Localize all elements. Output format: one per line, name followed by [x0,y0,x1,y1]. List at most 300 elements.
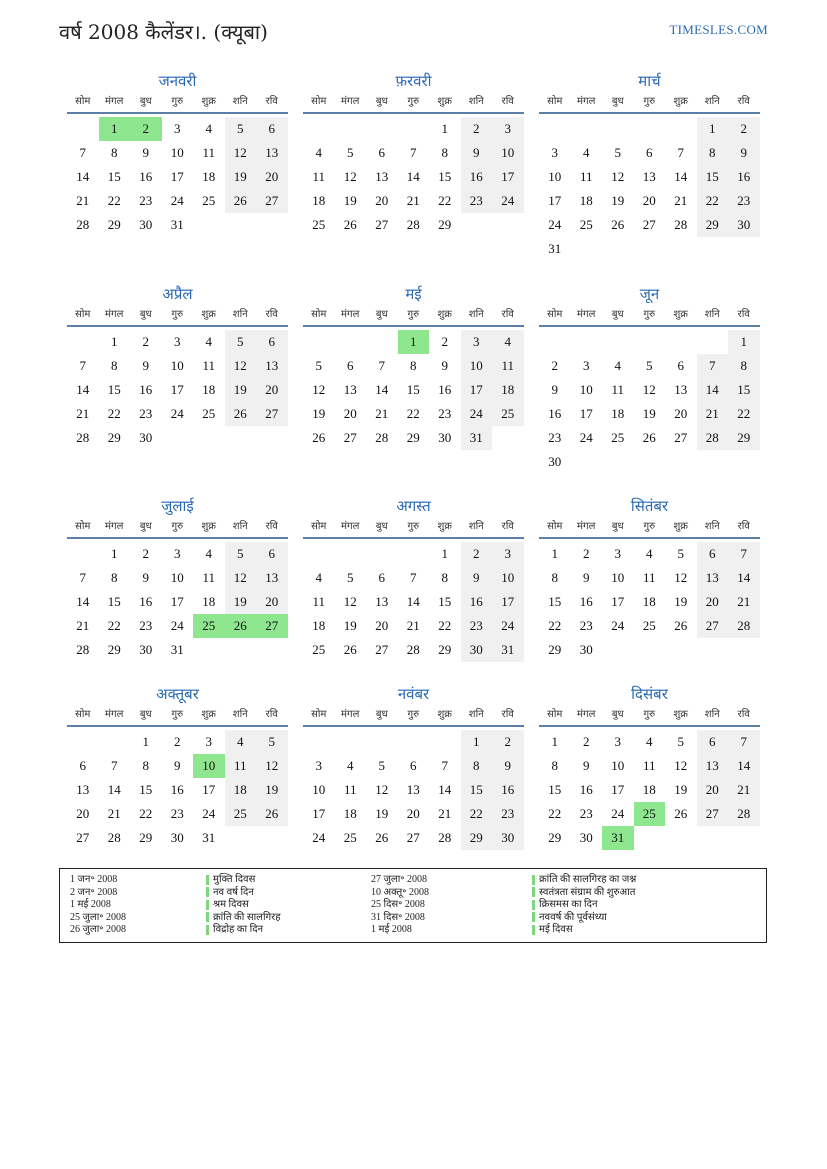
day-cell: 2 [583,546,590,561]
day-cell: 4 [347,758,354,773]
weekday-label: सोम [75,309,91,320]
day-cell: 4 [646,734,653,749]
day-cell: 12 [312,382,326,397]
day-cell: 5 [256,730,288,754]
day-cell: 14 [76,594,90,609]
empty-cell [303,117,335,141]
weekday-label: मंगल [577,521,596,532]
weekday-label: रवि [737,309,750,320]
holiday-day-cell: 27 [256,614,288,638]
day-cell: 1 [697,117,729,141]
day-cell: 22 [438,618,452,633]
day-cell: 9 [174,758,181,773]
legend-date: 27 जुला॰ 2008 [371,874,428,885]
holiday-day-cell: 25 [634,802,666,826]
day-cell: 25 [611,430,625,445]
holiday-marker [532,925,535,935]
weekday-label: सोम [311,309,327,320]
day-cell: 28 [76,430,90,445]
day-cell: 18 [343,806,357,821]
day-cell: 18 [611,406,625,421]
day-cell: 5 [677,734,684,749]
day-cell: 1 [441,121,448,136]
weekday-label: शनि [232,709,248,720]
day-cell: 6 [646,145,653,160]
day-cell: 23 [728,189,760,213]
month-block [303,683,524,850]
weekday-label: रवि [501,709,514,720]
day-cell: 2 [551,358,558,373]
day-cell: 15 [107,382,121,397]
legend-holiday-name: क्रांति की सालगिरह [213,911,281,923]
month-name: जनवरी [158,72,197,90]
weekday-label: शनि [468,309,484,320]
day-cell: 6 [347,358,354,373]
weekday-header [67,705,288,727]
holiday-day-cell: 26 [225,614,257,638]
day-cell: 19 [225,165,257,189]
day-grid [67,730,288,850]
day-cell: 13 [642,169,656,184]
weekday-label: शनि [468,709,484,720]
empty-cell [303,330,335,354]
month-name: नवंबर [397,685,430,703]
day-cell: 3 [174,546,181,561]
day-cell: 11 [343,782,357,797]
day-cell: 18 [312,618,326,633]
weekday-label: शुक्र [437,96,452,107]
day-cell: 20 [343,406,357,421]
day-cell: 15 [697,165,729,189]
weekday-label: गुरु [171,709,184,720]
weekday-label: शनि [232,521,248,532]
day-cell: 24 [492,614,524,638]
weekday-label: गुरु [171,96,184,107]
day-cell: 30 [728,213,760,237]
day-cell: 5 [646,358,653,373]
holiday-day-cell: 1 [99,117,131,141]
day-cell: 17 [492,590,524,614]
weekday-header [539,517,760,539]
day-cell: 18 [225,778,257,802]
weekday-header [67,305,288,327]
month-name: अप्रैल [162,285,193,303]
day-cell: 23 [461,189,493,213]
weekday-label: रवि [737,521,750,532]
day-cell: 20 [375,193,389,208]
holiday-marker [532,912,535,922]
day-grid [67,542,288,662]
day-cell: 31 [492,638,524,662]
day-cell: 16 [461,590,493,614]
day-cell: 22 [697,189,729,213]
day-cell: 3 [583,358,590,373]
day-cell: 26 [674,806,688,821]
day-cell: 5 [614,145,621,160]
day-cell: 9 [551,382,558,397]
day-grid [539,730,760,850]
day-cell: 23 [139,406,153,421]
day-cell: 23 [579,806,593,821]
day-grid [539,542,760,662]
weekday-label: बुध [139,309,152,320]
weekday-label: मंगल [105,709,124,720]
weekday-label: सोम [75,96,91,107]
weekday-label: रवि [265,709,278,720]
day-cell: 8 [551,758,558,773]
day-cell: 25 [312,642,326,657]
day-cell: 3 [461,330,493,354]
weekday-header [539,305,760,327]
day-cell: 24 [492,189,524,213]
day-cell: 28 [76,642,90,657]
day-cell: 9 [728,141,760,165]
day-cell: 17 [548,193,562,208]
month-name: फ़रवरी [395,72,432,90]
month-name: अक्तूबर [156,685,199,703]
day-cell: 22 [406,406,420,421]
month-name: जून [639,285,660,303]
day-cell: 9 [441,358,448,373]
day-cell: 15 [728,378,760,402]
holiday-marker [206,887,209,897]
weekday-label: शुक्र [437,521,452,532]
day-cell: 20 [256,165,288,189]
day-cell: 13 [76,782,90,797]
day-cell: 13 [256,354,288,378]
weekday-label: सोम [547,96,563,107]
day-cell: 19 [312,406,326,421]
day-cell: 6 [697,542,729,566]
day-cell: 28 [728,802,760,826]
day-cell: 21 [76,406,90,421]
day-cell: 21 [76,193,90,208]
day-cell: 29 [548,642,562,657]
day-cell: 6 [378,570,385,585]
empty-cell [366,117,398,141]
empty-cell [539,117,571,141]
day-cell: 26 [225,189,257,213]
day-cell: 10 [548,169,562,184]
day-cell: 7 [111,758,118,773]
empty-cell [303,730,335,754]
month-block [67,683,288,850]
day-cell: 3 [315,758,322,773]
day-cell: 22 [548,806,562,821]
legend-date: 1 जन॰ 2008 [70,874,118,885]
day-cell: 27 [697,614,729,638]
day-cell: 20 [375,618,389,633]
weekday-label: गुरु [643,521,656,532]
day-cell: 29 [107,430,121,445]
day-cell: 24 [548,217,562,232]
month-block [303,495,524,662]
day-cell: 2 [492,730,524,754]
month-name: दिसंबर [631,685,668,703]
day-cell: 20 [642,193,656,208]
day-cell: 31 [202,830,216,845]
day-cell: 14 [76,169,90,184]
day-cell: 14 [76,382,90,397]
day-cell: 29 [728,426,760,450]
weekday-label: बुध [375,309,388,320]
holiday-marker [532,900,535,910]
day-cell: 22 [728,402,760,426]
weekday-label: मंगल [105,309,124,320]
day-cell: 16 [438,382,452,397]
weekday-label: सोम [547,709,563,720]
day-cell: 14 [438,782,452,797]
holiday-day-cell: 2 [130,117,162,141]
day-cell: 26 [642,430,656,445]
day-cell: 21 [406,618,420,633]
day-cell: 26 [343,217,357,232]
weekday-header [539,92,760,114]
weekday-label: शुक्र [673,96,688,107]
day-cell: 2 [441,334,448,349]
day-cell: 28 [406,642,420,657]
day-cell: 20 [256,378,288,402]
day-cell: 3 [492,117,524,141]
weekday-label: सोम [311,521,327,532]
day-cell: 18 [312,193,326,208]
day-cell: 6 [410,758,417,773]
day-cell: 3 [174,334,181,349]
day-cell: 6 [256,542,288,566]
day-cell: 12 [225,141,257,165]
weekday-header [67,517,288,539]
day-cell: 24 [202,806,216,821]
day-cell: 17 [611,594,625,609]
day-cell: 16 [548,406,562,421]
day-cell: 18 [492,378,524,402]
holiday-day-cell: 25 [193,614,225,638]
day-cell: 13 [697,566,729,590]
day-cell: 1 [111,546,118,561]
day-cell: 27 [343,430,357,445]
day-cell: 24 [312,830,326,845]
weekday-label: रवि [501,521,514,532]
day-cell: 23 [492,802,524,826]
day-cell: 28 [674,217,688,232]
day-cell: 14 [107,782,121,797]
weekday-label: रवि [265,96,278,107]
day-cell: 19 [225,590,257,614]
day-cell: 11 [642,570,656,585]
weekday-label: गुरु [407,309,420,320]
day-cell: 3 [205,734,212,749]
day-cell: 7 [378,358,385,373]
day-cell: 15 [107,169,121,184]
day-cell: 30 [438,430,452,445]
day-cell: 30 [579,830,593,845]
day-cell: 19 [225,378,257,402]
weekday-label: मंगल [341,309,360,320]
day-cell: 29 [461,826,493,850]
day-cell: 21 [728,778,760,802]
weekday-label: मंगल [577,309,596,320]
weekday-label: शनि [704,709,720,720]
legend-holiday-name: क्रिसमस का दिन [539,899,598,910]
day-cell: 28 [438,830,452,845]
weekday-label: शनि [468,521,484,532]
day-cell: 8 [111,145,118,160]
weekday-header [303,305,524,327]
day-cell: 3 [551,145,558,160]
legend-dates-right [371,874,429,937]
legend-date: 10 अक्तू॰ 2008 [371,886,429,898]
weekday-label: शनि [704,309,720,320]
day-cell: 31 [170,217,184,232]
weekday-header [67,92,288,114]
weekday-label: शुक्र [201,309,216,320]
day-cell: 4 [225,730,257,754]
day-cell: 5 [225,117,257,141]
weekday-label: बुध [139,709,152,720]
empty-cell [398,730,430,754]
day-cell: 25 [642,618,656,633]
day-cell: 30 [548,454,562,469]
day-cell: 30 [139,430,153,445]
weekday-label: रवि [501,96,514,107]
day-cell: 18 [579,193,593,208]
weekday-header [303,705,524,727]
day-cell: 16 [170,782,184,797]
day-cell: 27 [256,402,288,426]
month-block [539,495,760,662]
day-cell: 1 [551,546,558,561]
day-cell: 16 [492,778,524,802]
day-cell: 7 [677,145,684,160]
day-cell: 5 [225,542,257,566]
day-cell: 26 [343,642,357,657]
day-cell: 1 [441,546,448,561]
holiday-marker [206,925,209,935]
day-cell: 20 [256,590,288,614]
legend-date: 25 दिस॰ 2008 [371,899,425,910]
holiday-legend [59,868,767,943]
weekday-label: बुध [375,709,388,720]
day-cell: 8 [441,570,448,585]
weekday-label: शुक्र [201,96,216,107]
empty-cell [67,330,99,354]
day-cell: 16 [579,594,593,609]
day-cell: 25 [202,406,216,421]
day-cell: 9 [461,566,493,590]
day-cell: 25 [579,217,593,232]
day-cell: 31 [548,241,562,256]
day-cell: 7 [79,358,86,373]
day-cell: 16 [139,382,153,397]
day-grid [303,330,524,450]
day-cell: 9 [142,570,149,585]
day-cell: 13 [697,754,729,778]
day-cell: 3 [614,734,621,749]
day-cell: 27 [375,217,389,232]
empty-cell [398,117,430,141]
empty-cell [335,330,367,354]
empty-cell [602,117,634,141]
brand-link[interactable]: TIMESLES.COM [669,22,768,37]
day-cell: 14 [728,754,760,778]
day-cell: 8 [551,570,558,585]
day-cell: 16 [579,782,593,797]
month-name: मई [405,285,422,303]
day-cell: 24 [611,618,625,633]
day-cell: 20 [406,806,420,821]
legend-holiday-name: क्रांति की सालगिरह का जश्न [539,874,637,885]
day-cell: 6 [378,145,385,160]
weekday-label: बुध [611,709,624,720]
day-cell: 9 [583,758,590,773]
day-cell: 1 [728,330,760,354]
day-cell: 14 [375,382,389,397]
day-cell: 20 [697,590,729,614]
weekday-label: गुरु [407,96,420,107]
legend-holiday-name: स्वतंत्रता संग्राम की शुरुआत [539,886,636,898]
day-cell: 21 [406,193,420,208]
month-block [67,70,288,237]
day-cell: 7 [697,354,729,378]
weekday-label: सोम [311,96,327,107]
weekday-header [303,92,524,114]
day-cell: 26 [375,830,389,845]
day-cell: 21 [107,806,121,821]
day-cell: 15 [107,594,121,609]
day-cell: 7 [410,570,417,585]
day-cell: 25 [492,402,524,426]
legend-holiday-name: नव वर्ष दिन [213,886,254,898]
day-cell: 9 [142,358,149,373]
day-cell: 11 [312,169,326,184]
weekday-label: शुक्र [673,521,688,532]
day-cell: 12 [611,169,625,184]
day-cell: 17 [170,382,184,397]
month-block [67,495,288,662]
day-cell: 1 [551,734,558,749]
day-cell: 30 [579,642,593,657]
day-cell: 13 [375,169,389,184]
day-cell: 5 [378,758,385,773]
day-cell: 21 [76,618,90,633]
weekday-label: सोम [547,309,563,320]
day-cell: 11 [611,382,625,397]
day-cell: 5 [315,358,322,373]
day-cell: 8 [111,358,118,373]
day-cell: 4 [315,570,322,585]
weekday-label: गुरु [643,96,656,107]
day-cell: 13 [674,382,688,397]
weekday-label: मंगल [341,521,360,532]
day-cell: 23 [548,430,562,445]
day-cell: 17 [170,594,184,609]
weekday-label: गुरु [407,521,420,532]
month-block [67,283,288,450]
weekday-label: शनि [232,309,248,320]
day-cell: 10 [461,354,493,378]
day-cell: 10 [170,358,184,373]
weekday-label: शुक्र [437,309,452,320]
day-cell: 10 [170,145,184,160]
day-cell: 29 [548,830,562,845]
day-cell: 17 [461,378,493,402]
day-cell: 13 [256,141,288,165]
day-cell: 13 [406,782,420,797]
legend-date: 2 जन॰ 2008 [70,886,118,898]
day-cell: 11 [579,169,593,184]
day-cell: 7 [410,145,417,160]
day-grid [67,330,288,450]
